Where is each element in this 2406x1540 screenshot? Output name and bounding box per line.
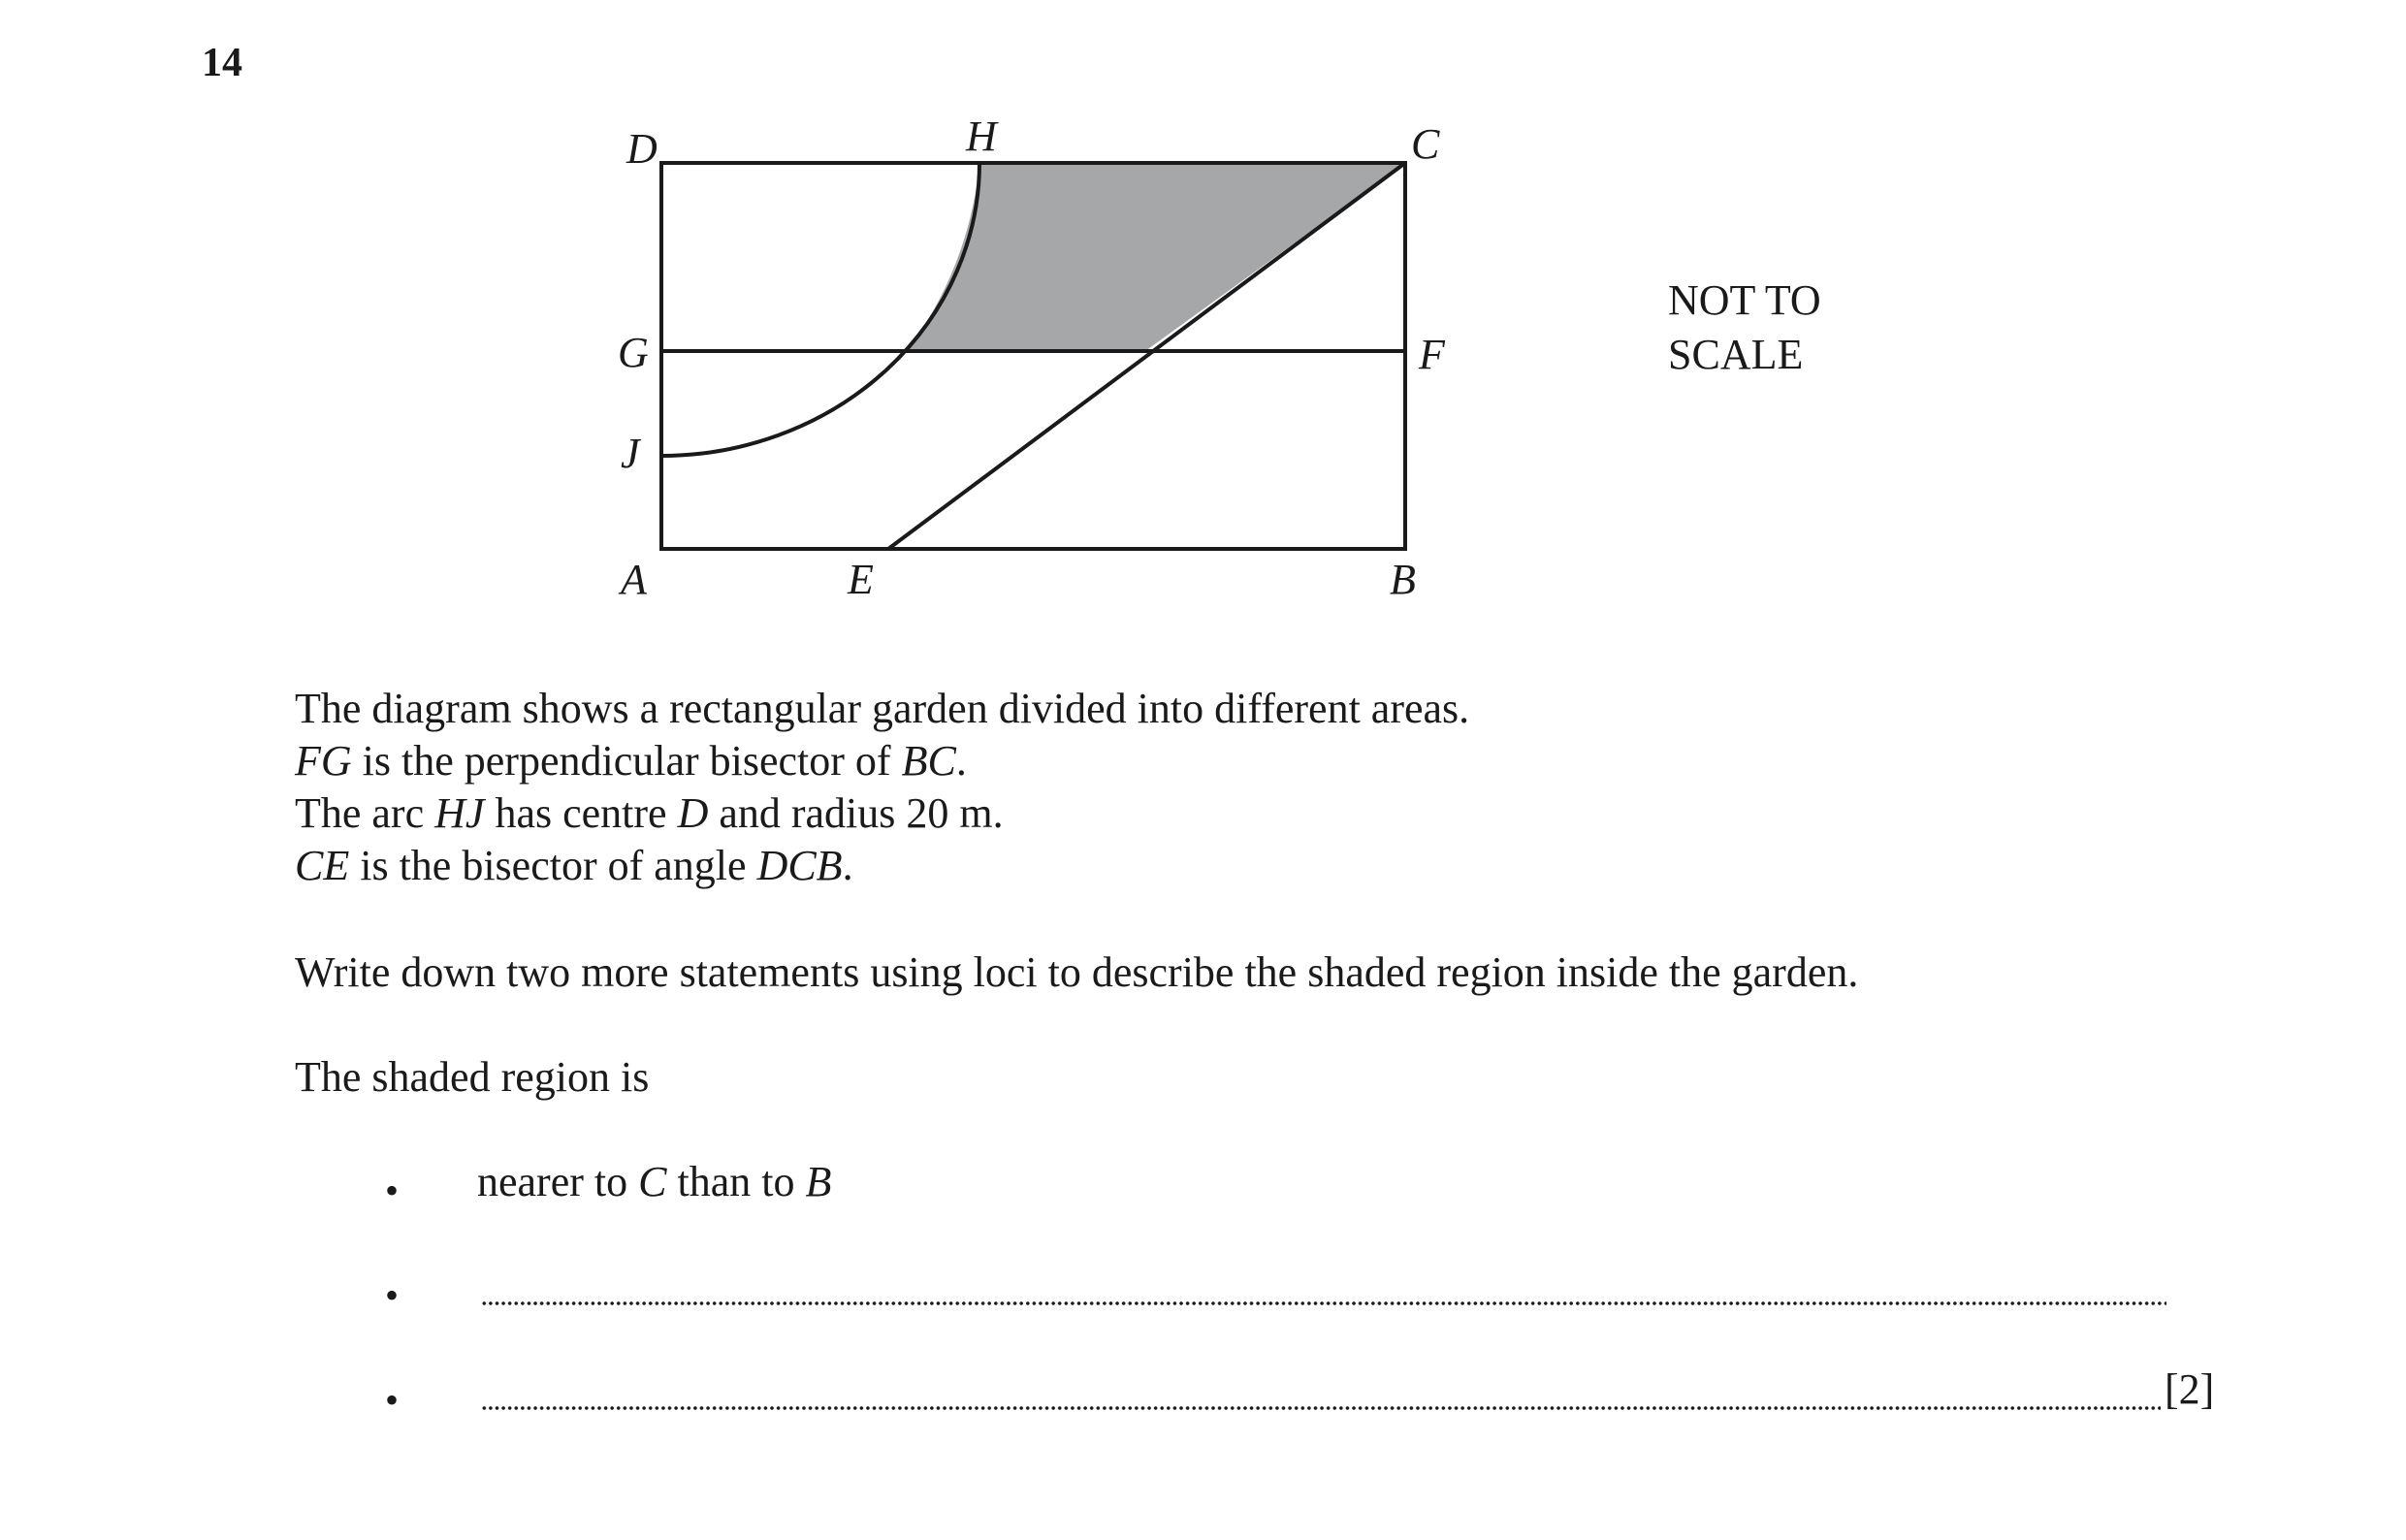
description-line-1-text: The diagram shows a rectangular garden divided into different areas. — [295, 685, 1470, 732]
term-d: D — [677, 789, 709, 837]
description-line-2 — [295, 735, 967, 787]
bullet-1-text — [477, 1156, 831, 1208]
label-j: J — [621, 430, 640, 477]
line3-text-c: and radius 20 m. — [708, 789, 1004, 837]
description-line-1 — [295, 683, 1469, 735]
line4-end: . — [842, 842, 853, 889]
term-ce: CE — [295, 842, 350, 889]
description-line-4 — [295, 840, 853, 892]
line2-text: is the perpendicular bisector of — [351, 737, 902, 785]
bullet-3: • — [385, 1378, 400, 1422]
label-f: F — [1419, 331, 1445, 378]
bullet-1: • — [385, 1169, 400, 1212]
instruction-text: Write down two more statements using loci to describe the shaded region inside the garden. — [295, 948, 1859, 996]
term-hj: HJ — [434, 789, 485, 837]
description-line-3 — [295, 787, 1004, 840]
label-h: H — [966, 112, 997, 160]
not-to-scale-note — [1668, 273, 1821, 382]
term-dcb: DCB — [756, 842, 843, 889]
answer-line-1[interactable] — [481, 1299, 2166, 1307]
shaded-region — [907, 163, 1405, 351]
label-c: C — [1411, 120, 1440, 168]
bullet-1-text-a: nearer to — [477, 1158, 639, 1205]
label-d: D — [626, 125, 658, 173]
line3-text-a: The arc — [295, 789, 435, 837]
line2-end: . — [955, 737, 967, 785]
line3-text-b: has centre — [484, 789, 678, 837]
term-b: B — [805, 1158, 832, 1205]
label-e: E — [848, 556, 874, 603]
note-line-1: NOT TO — [1668, 276, 1821, 324]
arc-hj — [661, 163, 979, 456]
term-bc: BC — [901, 737, 956, 785]
label-a: A — [621, 556, 647, 603]
line4-text: is the bisector of angle — [349, 842, 757, 889]
marks-label: [2] — [2165, 1365, 2215, 1413]
label-g: G — [618, 329, 649, 376]
question-number: 14 — [202, 41, 242, 85]
note-line-2: SCALE — [1668, 331, 1804, 378]
garden-diagram — [0, 0, 2406, 659]
label-b: B — [1390, 556, 1416, 603]
answer-line-2[interactable] — [481, 1404, 2161, 1412]
term-fg: FG — [295, 737, 352, 785]
bullet-2: • — [385, 1273, 400, 1317]
bullet-1-text-b: than to — [666, 1158, 806, 1205]
term-c: C — [638, 1158, 667, 1205]
shaded-region-intro: The shaded region is — [295, 1053, 650, 1101]
